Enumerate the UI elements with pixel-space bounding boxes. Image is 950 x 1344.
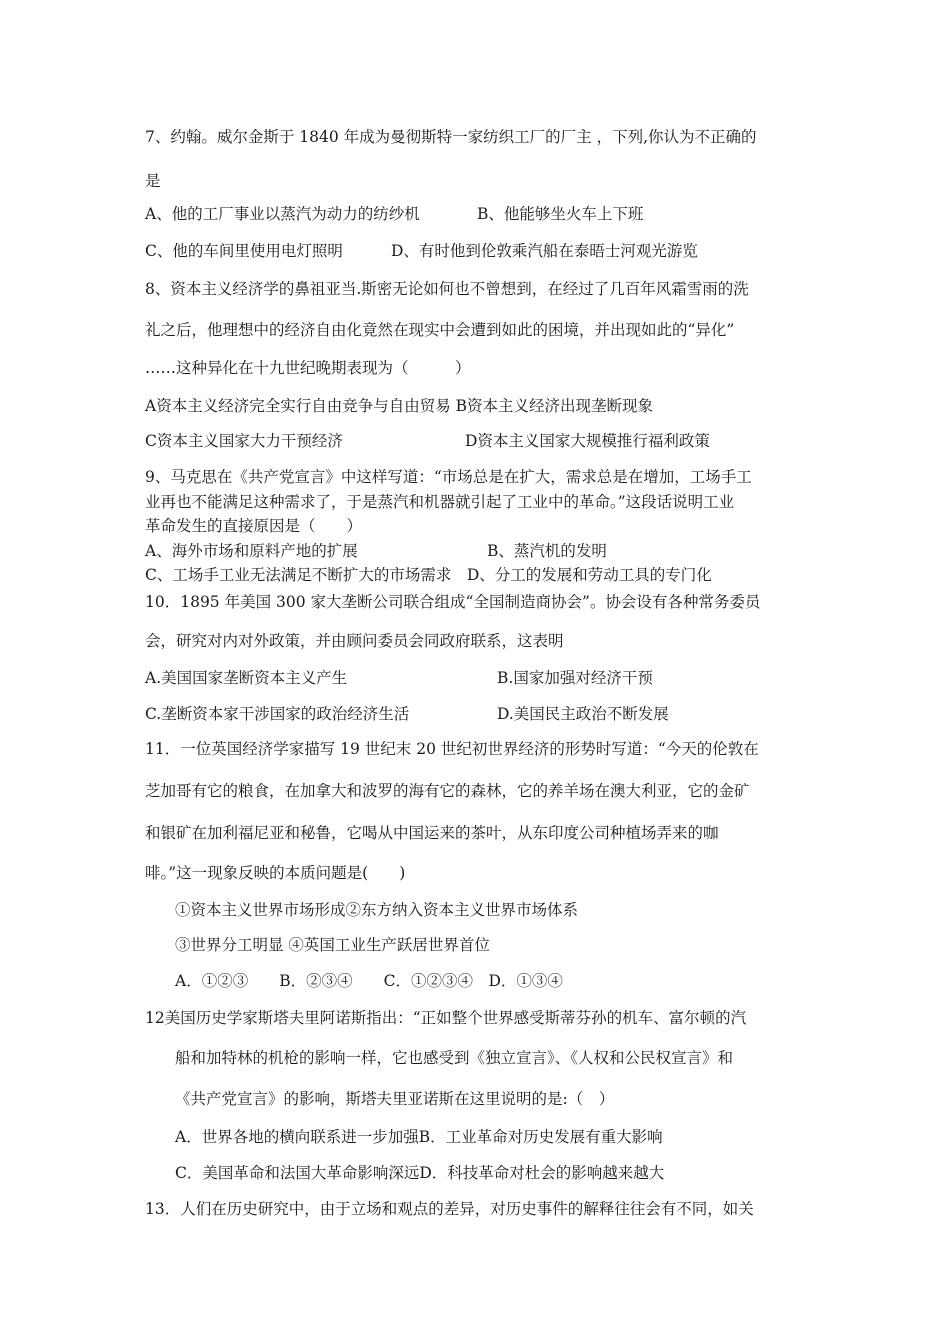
question-12-stem-line-3: 《共产党宣言》的影响，斯塔夫里亚诺斯在这里说明的是:（ ） [175, 1090, 615, 1108]
question-12-stem-line-1: 12美国历史学家斯塔夫里阿诺斯指出：“正如整个世界感受斯蒂芬孙的机车、富尔顿的汽 [145, 1009, 747, 1027]
option-d: D.美国民主政治不断发展 [497, 705, 669, 723]
question-11-stem-line-2: 芝加哥有它的粮食，在加拿大和波罗的海有它的森林，它的养羊场在澳大利亚，它的金矿 [145, 782, 750, 800]
option-b: B.国家加强对经济干预 [497, 669, 653, 687]
question-12-options-cd: C．美国革命和法国大革命影响深远D．科技革命对杜会的影响越来越大 [175, 1164, 665, 1182]
question-11-items-1-2: ①资本主义世界市场形成②东方纳入资本主义世界市场体系 [175, 901, 579, 919]
question-7-stem-line-2: 是 [145, 172, 161, 190]
option-d: D、有时他到伦敦乘汽船在泰晤士河观光游览 [391, 242, 698, 260]
question-11-options: A．①②③ B．②③④ C．①②③④ D．①③④ [175, 972, 563, 990]
option-d: D资本主义国家大规模推行福利政策 [465, 432, 710, 450]
question-12-stem-line-2: 船和加特林的机枪的影响一样，它也感受到《独立宣言》、《人权和公民权宣言》和 [175, 1049, 734, 1067]
option-c: C资本主义国家大力干预经济 [145, 432, 343, 450]
question-9-stem-line-2: 业再也不能满足这种需求了，于是蒸汽和机器就引起了工业中的革命。”这段话说明工业 [145, 493, 735, 511]
question-8-stem-line-1: 8、资本主义经济学的鼻祖亚当.斯密无论如何也不曾想到，在经过了几百年风霜雪雨的洗 [145, 280, 749, 298]
option-a: A、他的工厂事业以蒸汽为动力的纺纱机 [145, 205, 420, 223]
question-11-stem-line-1: 11．一位英国经济学家描写 19 世纪末 20 世纪初世界经济的形势时写道：“今天的伦敦在 [145, 740, 759, 758]
question-7-stem-line-1: 7、约翰。威尔金斯于 1840 年成为曼彻斯特一家纺织工厂的厂主 ，下列,你认为不正确的 [145, 128, 757, 146]
question-8-stem-line-3: ……这种异化在十九世纪晚期表现为（ ） [145, 359, 471, 377]
question-9-stem-line-3: 革命发生的直接原因是（ ） [145, 517, 363, 535]
question-12-options-ab: A．世界各地的横向联系进一步加强B．工业革命对历史发展有重大影响 [175, 1128, 663, 1146]
question-10-stem-line-2: 会，研究对内对外政策，并由顾问委员会同政府联系，这表明 [145, 632, 564, 650]
option-a: A、海外市场和原料产地的扩展 [145, 542, 358, 560]
question-8-options-ab: A资本主义经济完全实行自由竞争与自由贸易 B资本主义经济出现垄断现象 [145, 397, 654, 415]
question-10-stem-line-1: 10．1895 年美国 300 家大垄断公司联合组成“全国制造商协会”。协会设有各种常务委员 [145, 593, 761, 611]
question-11-stem-line-3: 和银矿在加利福尼亚和秘鲁，它喝从中国运来的茶叶，从东印度公司种植场弄来的咖 [145, 824, 719, 842]
question-13-stem-line-1: 13．人们在历史研究中，由于立场和观点的差异，对历史事件的解释往往会有不同，如关 [145, 1200, 754, 1218]
question-11-items-3-4: ③世界分工明显 ④英国工业生产跃居世界首位 [175, 936, 490, 954]
option-a: A.美国国家垄断资本主义产生 [145, 669, 348, 687]
option-c: C、他的车间里使用电灯照明 [145, 242, 343, 260]
question-9-options-cd: C、工场手工业无法满足不断扩大的市场需求 D、分工的发展和劳动工具的专门化 [145, 566, 712, 584]
question-11-stem-line-4: 啡。”这一现象反映的本质问题是( ) [145, 864, 406, 882]
question-9-stem-line-1: 9、马克思在《共产党宣言》中这样写道：“市场总是在扩大，需求总是在增加，工场手工 [145, 468, 752, 486]
option-c: C.垄断资本家干涉国家的政治经济生活 [145, 705, 410, 723]
option-b: B、蒸汽机的发明 [487, 542, 607, 560]
question-8-stem-line-2: 礼之后，他理想中的经济自由化竟然在现实中会遭到如此的困境，并出现如此的“异化” [145, 321, 735, 339]
option-b: B、他能够坐火车上下班 [477, 205, 644, 223]
